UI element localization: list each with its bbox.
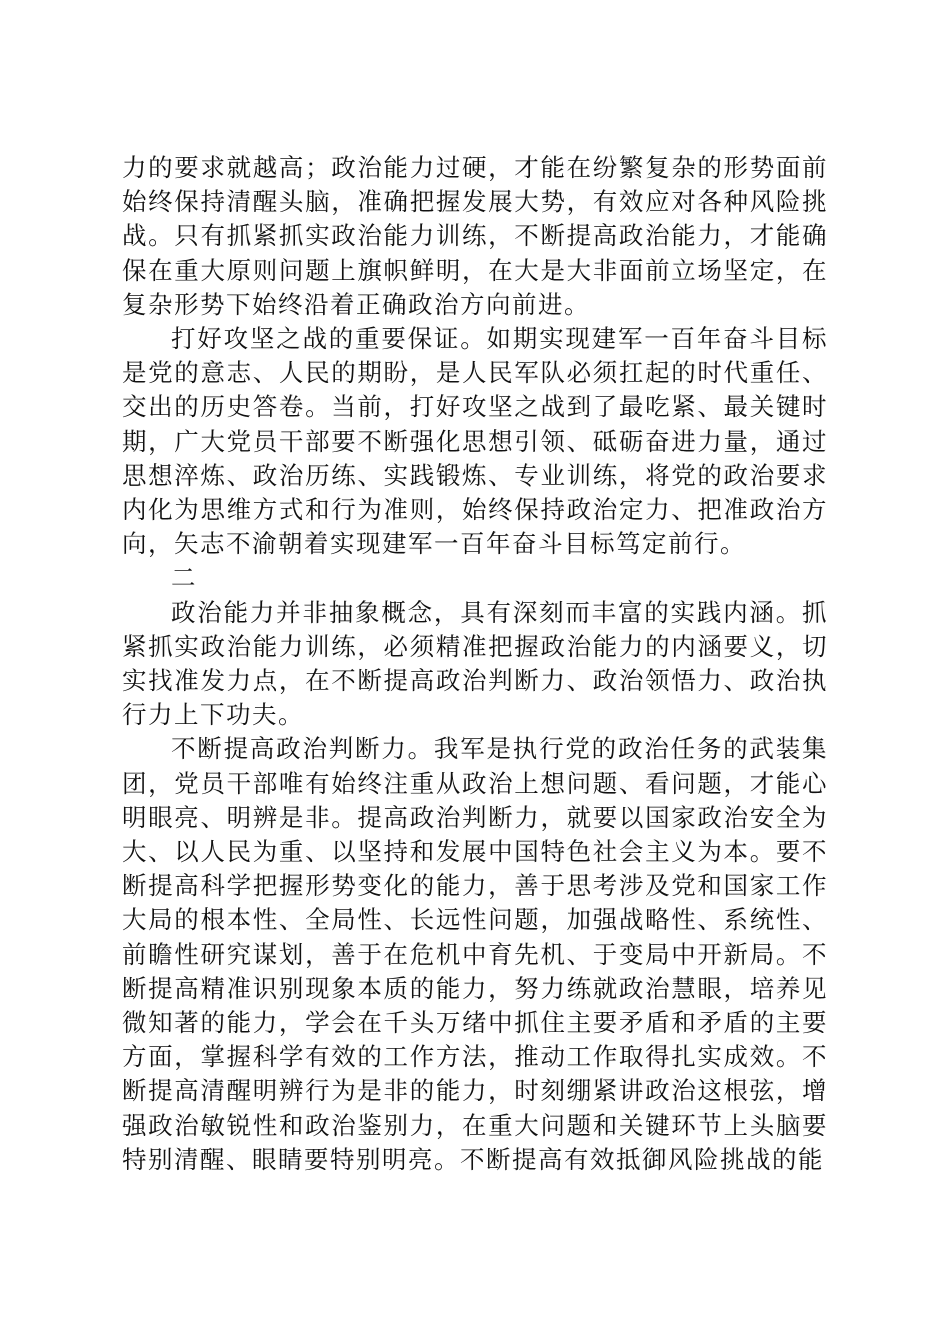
paragraph-attack-battle: 打好攻坚之战的重要保证。如期实现建军一百年奋斗目标是党的意志、人民的期盼，是人民军队必须扛起的时代重任、交出的历史答卷。当前，打好攻坚之战到了最吃紧、最关键时期，广大党员干部要不断强化思想引领、砥砺奋进力量，通过思想淬炼、政治历练、实践锻炼、专业训练，将党的政治要求内化为思维方式和行为准则，始终保持政治定力、把准政治方向，矢志不渝朝着实现建军一百年奋斗目标笃定前行。 [122, 324, 828, 559]
section-heading: 二 [171, 563, 197, 593]
paragraph-political-judgment: 不断提高政治判断力。我军是执行党的政治任务的武装集团，党员干部唯有始终注重从政治上想问题、看问题，才能心明眼亮、明辨是非。提高政治判断力，就要以国家政治安全为大、以人民为重、以坚持和发展中国特色社会主义为本。要不断提高科学把握形势变化的能力，善于思考涉及党和国家工作大局的根本性、全局性、长远性问题，加强战略性、系统性、前瞻性研究谋划，善于在危机中育先机、于变局中开新局。不断提高精准识别现象本质的能力，努力练就政治慧眼，培养见微知著的能力，学会在千头万绪中抓住主要矛盾和矛盾的主要方面，掌握科学有效的工作方法，推动工作取得扎实成效。不断提高清醒明辨行为是非的能力，时刻绷紧讲政治这根弦，增强政治敏锐性和政治鉴别力，在重大问题和关键环节上头脑要特别清醒、眼睛要特别明亮。不断提高有效抵御风险挑战的能 [122, 734, 828, 1174]
paragraph-political-ability-intro: 政治能力并非抽象概念，具有深刻而丰富的实践内涵。抓紧抓实政治能力训练，必须精准把握政治能力的内涵要义，切实找准发力点，在不断提高政治判断力、政治领悟力、政治执行力上下功夫。 [122, 597, 828, 730]
document-body [122, 151, 828, 1177]
paragraph-continued: 力的要求就越高；政治能力过硬，才能在纷繁复杂的形势面前始终保持清醒头脑，准确把握发展大势，有效应对各种风险挑战。只有抓紧抓实政治能力训练，不断提高政治能力，才能确保在重大原则问题上旗帜鲜明，在大是大非面前立场坚定，在复杂形势下始终沿着正确政治方向前进。 [122, 153, 828, 319]
